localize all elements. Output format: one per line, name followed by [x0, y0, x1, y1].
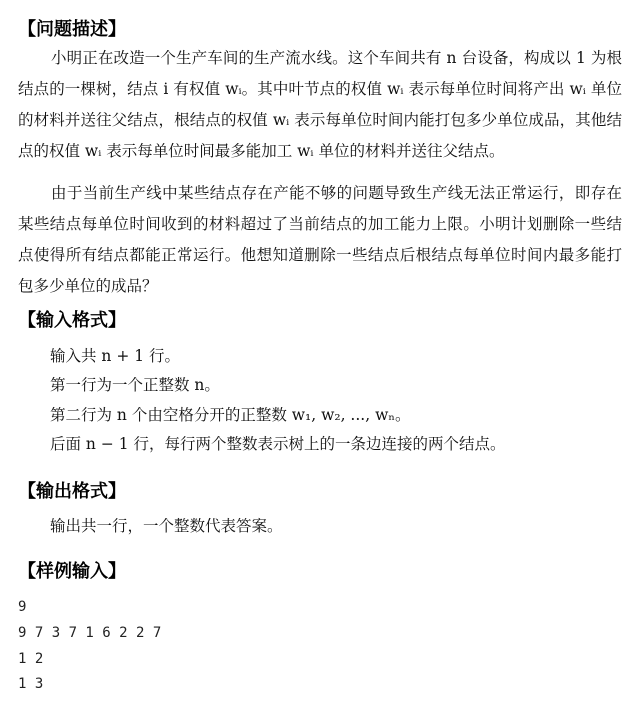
sample-input-line-1: 9	[18, 599, 27, 615]
input-format-line-4: 后面 n − 1 行，每行两个整数表示树上的一条边连接的两个结点。	[50, 435, 506, 453]
input-format-line-1: 输入共 n + 1 行。	[50, 347, 181, 365]
input-format-line-2: 第一行为一个正整数 n。	[50, 376, 220, 394]
sample-input-line-2: 9 7 3 7 1 6 2 2 7	[18, 625, 162, 641]
problem-description-heading: 【问题描述】	[18, 19, 126, 40]
sample-input-line-4: 1 3	[18, 676, 44, 692]
output-format-line-1: 输出共一行，一个整数代表答案。	[50, 517, 283, 535]
problem-paragraph-1: 小明正在改造一个生产车间的生产流水线。这个车间共有 n 台设备，构成以 1 为根结点的一棵树，结点 i 有权值 wᵢ。其中叶节点的权值 wᵢ 表示每单位时间将产出 wᵢ 单位的材料并送往父结点，根结点的权值 wᵢ 表示每单位时间内能打包多少单位成品，其他结点的权值 wᵢ 表示每单位时间最多能加工 wᵢ 单位的材料并送往父结点。	[18, 49, 622, 160]
output-format-heading: 【输出格式】	[18, 481, 126, 502]
sample-input-line-3: 1 2	[18, 651, 44, 667]
input-format-heading: 【输入格式】	[18, 310, 126, 331]
problem-paragraph-2: 由于当前生产线中某些结点存在产能不够的问题导致生产线无法正常运行，即存在某些结点每单位时间收到的材料超过了当前结点的加工能力上限。小明计划删除一些结点使得所有结点都能正常运行。他想知道删除一些结点后根结点每单位时间内最多能打包多少单位的成品？	[18, 184, 622, 295]
input-format-line-3: 第二行为 n 个由空格分开的正整数 w₁, w₂, ..., wₙ。	[50, 406, 411, 424]
sample-input-heading: 【样例输入】	[18, 561, 126, 582]
